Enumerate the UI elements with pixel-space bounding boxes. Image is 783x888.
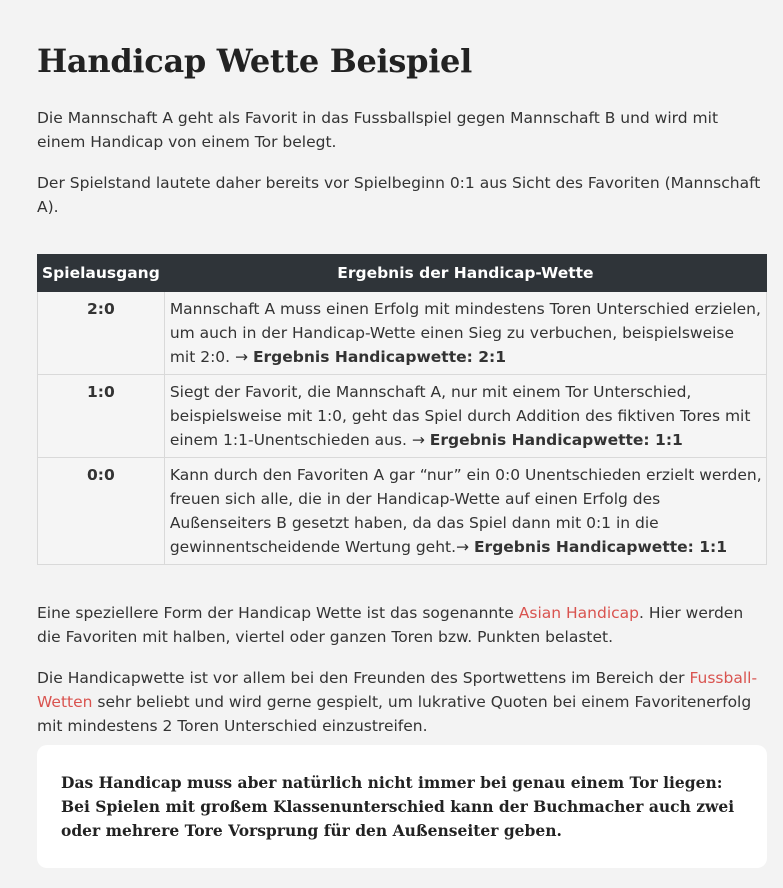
handicap-table: [37, 254, 767, 565]
row-result: 1:0: [38, 375, 165, 458]
header-spielausgang: Spielausgang: [38, 255, 165, 292]
row-outcome: Ergebnis Handicapwette: 1:1: [473, 538, 728, 556]
fussball-wetten-paragraph: [37, 666, 767, 738]
row-description: [164, 292, 766, 375]
row-result: 2:0: [38, 292, 165, 375]
paragraph-text: Eine speziellere Form der Handicap Wette ist das sogenannte: [37, 604, 519, 622]
paragraph-text: Die Handicapwette ist vor allem bei den Freunden des Sportwettens im Bereich der: [37, 669, 690, 687]
table-row: [38, 375, 767, 458]
row-text: Siegt der Favorit, die Mannschaft A, nur mit einem Tor Unterschied, beispielsweise mit 1:0, geht das Spiel durch Addition des fiktiven Tores mit einem 1:1-Unentschieden aus. →: [169, 383, 751, 449]
header-ergebnis: Ergebnis der Handicap-Wette: [164, 255, 766, 292]
asian-handicap-paragraph: [37, 601, 767, 649]
table-row: [38, 458, 767, 565]
row-text: Mannschaft A muss einen Erfolg mit mindestens Toren Unterschied erzielen, um auch in der Handicap-Wette einen Sieg zu verbuchen, beispielsweise mit 2:0. →: [169, 300, 761, 366]
asian-handicap-link[interactable]: Asian Handicap: [518, 604, 639, 622]
page-title: Handicap Wette Beispiel: [37, 42, 472, 80]
intro-paragraph-1: Die Mannschaft A geht als Favorit in das Fussballspiel gegen Mannschaft B und wird mit einem Handicap von einem Tor belegt.: [37, 109, 719, 151]
row-description: [164, 458, 766, 565]
table-header-row: [38, 255, 767, 292]
paragraph-text: . Hier werden die Favoriten mit halben, viertel oder ganzen Toren bzw. Punkten belastet.: [37, 604, 744, 646]
callout-text: Das Handicap muss aber natürlich nicht immer bei genau einem Tor liegen: Bei Spielen mit großem Klassenunterschied kann der Buchmacher auch zwei oder mehrere Tore Vorsprung für den Außenseiter geben.: [61, 773, 735, 840]
row-result: 0:0: [38, 458, 165, 565]
fussball-wetten-link[interactable]: Fussball-Wetten: [37, 669, 758, 711]
row-description: [164, 375, 766, 458]
callout-box: [37, 745, 767, 868]
row-outcome: Ergebnis Handicapwette: 1:1: [429, 431, 683, 449]
paragraph-text: sehr beliebt und wird gerne gespielt, um lukrative Quoten bei einem Favoritenerfolg mit mindestens 2 Toren Unterschied einzustreifen.: [37, 693, 752, 735]
table-row: [38, 292, 767, 375]
row-text: Kann durch den Favoriten A gar “nur” ein 0:0 Unentschieden erzielt werden, freuen sich alle, die in der Handicap-Wette auf einen Erfolg des Außenseiters B gesetzt haben, da das Spiel dann mit 0:1 in die gewinnentscheidende Wertung geht.→: [169, 466, 762, 556]
row-outcome: Ergebnis Handicapwette: 2:1: [252, 348, 506, 366]
intro-paragraph-2: Der Spielstand lautete daher bereits vor Spielbeginn 0:1 aus Sicht des Favoriten (Mannschaft A).: [37, 174, 761, 216]
